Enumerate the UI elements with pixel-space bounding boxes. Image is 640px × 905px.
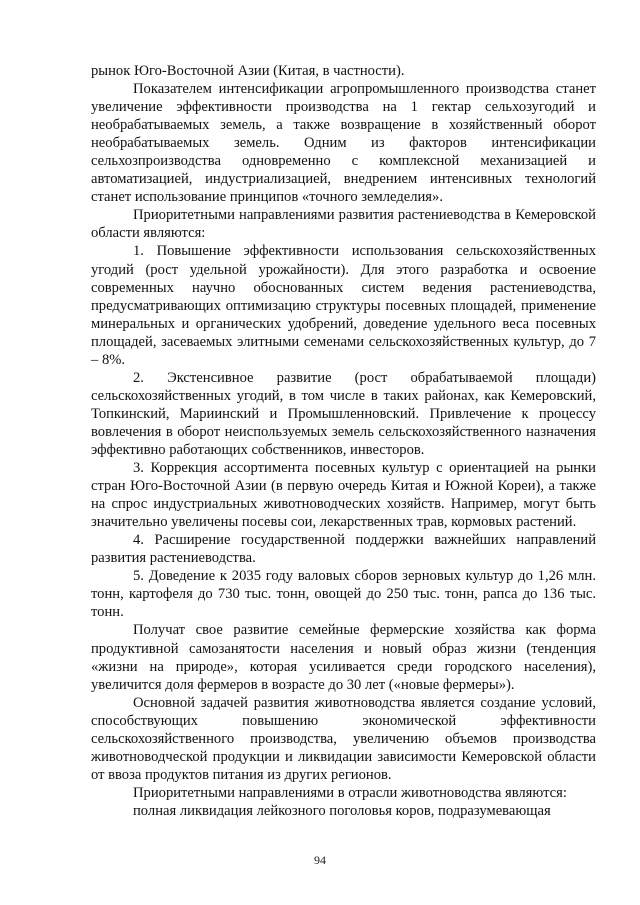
body-text bbox=[91, 62, 596, 820]
page-number: 94 bbox=[314, 853, 326, 867]
paragraph-crop-priorities-intro: Приоритетными направлениями развития растениеводства в Кемеровской области являются: bbox=[91, 207, 596, 242]
paragraph-leukosis: полная ликвидация лейкозного поголовья коров, подразумевающая bbox=[133, 802, 551, 819]
paragraph-continuation: рынок Юго-Восточной Азии (Китая, в частности). bbox=[91, 63, 405, 79]
paragraph-intensification: Показателем интенсификации агропромышленного производства станет увеличение эффективности производства на 1 гектар сельхозугодий и необрабатываемых земель, а также возвращение в хозяйственный оборот необрабатываемых земель. Одним из факторов интенсификации сельхозпроизводства одновременно с комплексной механизацией и автоматизацией, индустриализацией, внедрением интенсивных технологий станет использование принципов «точного земледелия». bbox=[91, 81, 596, 206]
list-item-2: 2. Экстенсивное развитие (рост обрабатываемой площади) сельскохозяйственных угодий, в том числе в таких районах, как Кемеровский, Топкинский, Мариинский и Промышленновский. Привлечение к процессу вовлечения в оборот неиспользуемых земель сельскохозяйственного назначения эффективно работающих собственников, инвесторов. bbox=[91, 369, 596, 458]
paragraph-livestock-priorities-intro: Приоритетными направлениями в отрасли животноводства являются: bbox=[133, 784, 567, 801]
paragraph-livestock-goal: Основной задачей развития животноводства является создание условий, способствующих повышению экономической эффективности сельскохозяйственного производства, увеличению объемов производства животноводческой продукции и ликвидации зависимости Кемеровской области от ввоза продуктов питания из других регионов. bbox=[91, 694, 596, 783]
list-item-3: 3. Коррекция ассортимента посевных культур с ориентацией на рынки стран Юго-Восточной Азии (в первую очередь Китая и Южной Кореи), а также на спрос индустриальных животноводческих хозяйств. Например, могут быть значительно увеличены посевы сои, лекарственных трав, кормовых растений. bbox=[91, 460, 596, 531]
list-item-5: 5. Доведение к 2035 году валовых сборов зерновых культур до 1,26 млн. тонн, картофеля до 730 тыс. тонн, овощей до 250 тыс. тонн, рапса до 136 тыс. тонн. bbox=[91, 568, 596, 621]
paragraph-family-farms: Получат свое развитие семейные фермерские хозяйства как форма продуктивной самозанятости населения и новый образ жизни (тенденция «жизни на природе», которая усиливается среди городского населения), увеличится доля фермеров в возрасте до 30 лет («новые фермеры»). bbox=[91, 622, 596, 693]
list-item-1: 1. Повышение эффективности использования сельскохозяйственных угодий (рост удельной урожайности). Для этого разработка и освоение современных научно обоснованных систем ведения растениеводства, предусматривающих оптимизацию структуры посевных площадей, применение минеральных и органических удобрений, доведение удельного веса посевных площадей, засеваемых элитными семенами сельскохозяйственных культур, до 7 – 8%. bbox=[91, 243, 596, 368]
list-item-4: 4. Расширение государственной поддержки важнейших направлений развития растениеводства. bbox=[91, 532, 596, 567]
